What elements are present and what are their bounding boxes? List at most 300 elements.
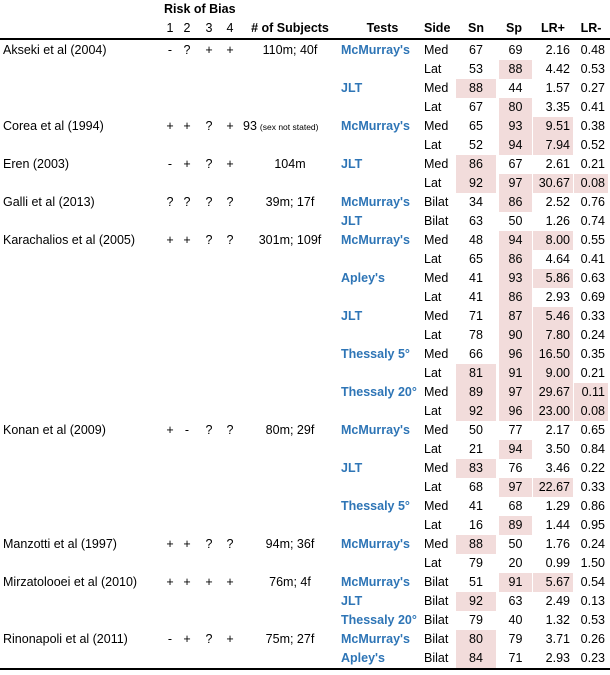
bias-4-cell: [222, 478, 238, 497]
sp-cell: 90: [499, 326, 532, 345]
subjects-cell: 104m: [274, 157, 306, 171]
side-header: Side: [424, 21, 451, 35]
study-cell: Akseki et al (2004): [3, 43, 107, 57]
bias-2-cell: +: [183, 157, 191, 171]
sp-cell: 40: [508, 613, 523, 627]
subjects-cell: [240, 269, 340, 288]
sn-cell: 34: [469, 195, 483, 209]
bias-2-cell: [179, 136, 195, 155]
subjects-cell: [240, 288, 340, 307]
sn-cell: 79: [469, 613, 483, 627]
bias-2-cell: [179, 497, 195, 516]
study-cell: Rinonapoli et al (2011): [3, 632, 128, 646]
bias-2-cell: [179, 250, 195, 269]
sn-cell: 48: [469, 233, 483, 247]
bias-1-cell: [162, 307, 178, 326]
test-cell: Thessaly 5°: [341, 347, 410, 361]
bias-4-cell: [222, 383, 238, 402]
sn-cell: 81: [456, 364, 496, 383]
lrm-cell: 0.74: [580, 214, 605, 228]
side-cell: Med: [424, 537, 449, 551]
sn-cell: 92: [456, 174, 496, 193]
sn-cell: 41: [469, 271, 483, 285]
test-cell: [341, 554, 419, 573]
lrm-cell: 0.24: [580, 537, 605, 551]
sn-cell: 21: [469, 442, 483, 456]
bias-4-cell: [222, 554, 238, 573]
sn-cell: 65: [469, 252, 483, 266]
subjects-cell: [240, 440, 340, 459]
sn-cell: 51: [469, 575, 483, 589]
study-cell: [3, 212, 161, 231]
bias-3-cell: [201, 383, 217, 402]
study-cell: Manzotti et al (1997): [3, 537, 117, 551]
bias-1-cell: [162, 440, 178, 459]
sn-cell: 88: [456, 79, 496, 98]
sp-cell: 94: [499, 440, 532, 459]
bias-4-cell: [222, 269, 238, 288]
bias-1-cell: [162, 79, 178, 98]
test-cell: [341, 60, 419, 79]
bias-3-cell: [201, 60, 217, 79]
bias-4-cell: +: [226, 43, 234, 57]
lrp-cell: 9.51: [533, 117, 573, 136]
subjects-cell: [240, 402, 340, 421]
bias-1-cell: [162, 136, 178, 155]
test-cell: [341, 288, 419, 307]
sp-cell: 67: [508, 157, 523, 171]
sp-cell: 20: [508, 556, 523, 570]
sn-cell: 67: [469, 100, 483, 114]
subjects-note: (sex not stated): [259, 122, 319, 132]
lrm-cell: 0.52: [580, 138, 605, 152]
bias-2-cell: [179, 364, 195, 383]
bias-3-cell: ?: [205, 119, 213, 133]
lrm-cell: 0.08: [574, 402, 608, 421]
side-cell: Med: [424, 347, 449, 361]
bias-3-cell: ?: [205, 537, 213, 551]
lrm-cell: 0.24: [580, 328, 605, 342]
lrp-cell: 5.67: [533, 573, 573, 592]
bias-4-cell: ?: [226, 233, 234, 247]
side-cell: Med: [424, 499, 449, 513]
test-cell: [341, 326, 419, 345]
lrp-cell: 0.99: [545, 556, 570, 570]
lrp-cell: 3.71: [545, 632, 570, 646]
bias-2-cell: +: [183, 632, 191, 646]
lrp-cell: 2.16: [545, 43, 570, 57]
bias-1-cell: [162, 383, 178, 402]
study-cell: Karachalios et al (2005): [3, 233, 136, 247]
subjects-cell: [240, 383, 340, 402]
test-cell: Apley's: [341, 651, 385, 665]
subjects-cell: [240, 307, 340, 326]
side-cell: Med: [424, 81, 449, 95]
study-cell: [3, 592, 161, 611]
lrp-cell: 7.94: [533, 136, 573, 155]
test-cell: [341, 250, 419, 269]
lrm-cell: 0.38: [580, 119, 605, 133]
bias-1-cell: +: [166, 233, 174, 247]
bias-1-cell: ?: [166, 195, 174, 209]
tests-header: Tests: [366, 21, 399, 35]
lrm-cell: 0.35: [580, 347, 605, 361]
bias-4-cell: [222, 497, 238, 516]
lrm-cell: 0.65: [580, 423, 605, 437]
bias-2-cell: +: [183, 233, 191, 247]
sp-cell: 97: [499, 478, 532, 497]
sp-cell: 69: [508, 43, 523, 57]
lrp-cell: 22.67: [533, 478, 573, 497]
sp-cell: 97: [499, 174, 532, 193]
side-cell: Lat: [424, 176, 442, 190]
side-cell: Lat: [424, 62, 442, 76]
bias-1-cell: [162, 250, 178, 269]
subjects-cell: [240, 364, 340, 383]
bias-2-cell: [179, 174, 195, 193]
bias-4-cell: [222, 364, 238, 383]
study-cell: [3, 516, 161, 535]
bias-4-cell: [222, 440, 238, 459]
subjects-cell: 75m; 27f: [265, 632, 315, 646]
bias-1-cell: [162, 98, 178, 117]
bias-4-cell: ?: [226, 195, 234, 209]
lrp-cell: 4.42: [545, 62, 570, 76]
sn-header: Sn: [468, 21, 484, 35]
sp-cell: 91: [499, 364, 532, 383]
bias-1-cell: [162, 497, 178, 516]
sn-cell: 79: [469, 556, 483, 570]
study-cell: [3, 364, 161, 383]
sn-cell: 66: [469, 347, 483, 361]
bias-4-cell: [222, 250, 238, 269]
test-cell: McMurray's: [341, 233, 410, 247]
lrp-cell: 5.46: [533, 307, 573, 326]
subjects-cell: [240, 98, 340, 117]
bias-3-cell: [201, 402, 217, 421]
sn-cell: 89: [456, 383, 496, 402]
lr-minus-header: LR-: [580, 21, 602, 35]
subjects-cell: [240, 136, 340, 155]
lrp-cell: 2.52: [545, 195, 570, 209]
sp-cell: 68: [508, 499, 523, 513]
subjects-cell: 80m; 29f: [265, 423, 315, 437]
bias-3-cell: [201, 649, 217, 668]
bias-3-cell: [201, 212, 217, 231]
bias-4-cell: [222, 345, 238, 364]
test-cell: [341, 478, 419, 497]
test-cell: McMurray's: [341, 575, 410, 589]
bias-3-cell: ?: [205, 195, 213, 209]
bias-4-cell: [222, 136, 238, 155]
bias-3-cell: ?: [205, 157, 213, 171]
side-cell: Med: [424, 43, 449, 57]
sn-cell: 71: [469, 309, 483, 323]
bias-4-cell: [222, 288, 238, 307]
study-cell: Corea et al (1994): [3, 119, 104, 133]
subjects-cell: [240, 611, 340, 630]
bias-1-cell: -: [167, 632, 173, 646]
sp-cell: 94: [499, 136, 532, 155]
sp-cell: 50: [508, 214, 523, 228]
test-cell: JLT: [341, 461, 363, 475]
bias-4-cell: [222, 60, 238, 79]
lrm-cell: 0.41: [580, 100, 605, 114]
lrm-cell: 0.11: [574, 383, 608, 402]
test-cell: [341, 174, 419, 193]
side-cell: Bilat: [424, 195, 449, 209]
lrm-cell: 0.33: [580, 480, 605, 494]
side-cell: Med: [424, 385, 449, 399]
bias-4-cell: [222, 516, 238, 535]
bias-1-cell: [162, 554, 178, 573]
side-cell: Bilat: [424, 613, 449, 627]
bias-3-cell: +: [205, 575, 213, 589]
bias-3-cell: [201, 611, 217, 630]
side-cell: Lat: [424, 138, 442, 152]
sp-cell: 94: [499, 231, 532, 250]
bias-2-cell: [179, 554, 195, 573]
sn-cell: 68: [469, 480, 483, 494]
side-cell: Lat: [424, 442, 442, 456]
sn-cell: 88: [456, 535, 496, 554]
side-cell: Lat: [424, 328, 442, 342]
lrm-cell: 0.26: [580, 632, 605, 646]
bias-4-cell: [222, 611, 238, 630]
bias-1-cell: [162, 364, 178, 383]
side-cell: Med: [424, 119, 449, 133]
subjects-cell: [240, 497, 340, 516]
test-cell: [341, 364, 419, 383]
subjects-cell: [240, 592, 340, 611]
lrp-cell: 3.35: [545, 100, 570, 114]
subjects-cell: [240, 459, 340, 478]
lrp-cell: 1.44: [545, 518, 570, 532]
study-cell: [3, 307, 161, 326]
lrp-cell: 29.67: [533, 383, 573, 402]
bias-4-cell: +: [226, 157, 234, 171]
sp-cell: 88: [499, 60, 532, 79]
bias-col-3-header: 3: [205, 21, 213, 35]
lrm-cell: 1.50: [580, 556, 605, 570]
study-cell: [3, 459, 161, 478]
lrp-cell: 1.32: [545, 613, 570, 627]
bias-3-cell: ?: [205, 233, 213, 247]
bias-3-cell: [201, 174, 217, 193]
bias-2-cell: [179, 592, 195, 611]
bias-2-cell: [179, 288, 195, 307]
study-cell: Konan et al (2009): [3, 423, 106, 437]
subjects-cell: [240, 212, 340, 231]
bias-4-cell: [222, 402, 238, 421]
sn-cell: 67: [469, 43, 483, 57]
lrp-cell: 1.57: [545, 81, 570, 95]
sp-header: Sp: [506, 21, 522, 35]
header-rule: [0, 38, 610, 40]
sp-cell: 86: [499, 250, 532, 269]
study-cell: [3, 402, 161, 421]
lrp-cell: 5.86: [533, 269, 573, 288]
study-cell: [3, 60, 161, 79]
sp-cell: 80: [499, 98, 532, 117]
subjects-cell: [240, 174, 340, 193]
bias-1-cell: +: [166, 575, 174, 589]
bias-4-cell: [222, 174, 238, 193]
bias-3-cell: ?: [205, 632, 213, 646]
lrp-cell: 2.49: [545, 594, 570, 608]
bias-1-cell: [162, 288, 178, 307]
lrm-cell: 0.69: [580, 290, 605, 304]
bias-3-cell: [201, 345, 217, 364]
study-cell: [3, 98, 161, 117]
study-cell: Eren (2003): [3, 157, 70, 171]
bias-4-cell: +: [226, 119, 234, 133]
bias-2-cell: [179, 459, 195, 478]
study-cell: [3, 554, 161, 573]
bias-4-cell: +: [226, 632, 234, 646]
bias-3-cell: [201, 440, 217, 459]
test-cell: [341, 136, 419, 155]
sp-cell: 86: [499, 288, 532, 307]
subjects-count: 93: [243, 119, 257, 133]
side-cell: Lat: [424, 518, 442, 532]
lrm-cell: 0.33: [580, 309, 605, 323]
lrp-cell: 16.50: [533, 345, 573, 364]
side-cell: Lat: [424, 480, 442, 494]
test-cell: [341, 516, 419, 535]
risk-of-bias-header: Risk of Bias: [164, 2, 236, 16]
test-cell: [341, 402, 419, 421]
subjects-cell: [240, 79, 340, 98]
sp-cell: 44: [508, 81, 523, 95]
sp-cell: 89: [499, 516, 532, 535]
bias-1-cell: +: [166, 537, 174, 551]
subjects-cell: [240, 345, 340, 364]
study-cell: [3, 269, 161, 288]
subjects-cell: 39m; 17f: [265, 195, 315, 209]
sp-cell: 76: [508, 461, 523, 475]
lrm-cell: 0.08: [574, 174, 608, 193]
lrp-cell: 3.50: [545, 442, 570, 456]
bias-4-cell: ?: [226, 537, 234, 551]
bias-2-cell: [179, 649, 195, 668]
sp-cell: 93: [499, 117, 532, 136]
lrp-cell: 2.61: [545, 157, 570, 171]
bias-2-cell: [179, 98, 195, 117]
bias-1-cell: [162, 459, 178, 478]
study-cell: [3, 497, 161, 516]
sn-cell: 84: [456, 649, 496, 668]
lrp-cell: 2.93: [545, 290, 570, 304]
side-cell: Bilat: [424, 632, 449, 646]
study-cell: [3, 649, 161, 668]
test-cell: Thessaly 20°: [341, 613, 417, 627]
study-cell: [3, 250, 161, 269]
lrm-cell: 0.27: [580, 81, 605, 95]
subjects-cell: [240, 478, 340, 497]
sn-cell: 63: [469, 214, 483, 228]
side-cell: Med: [424, 461, 449, 475]
test-cell: JLT: [341, 309, 363, 323]
side-cell: Lat: [424, 556, 442, 570]
bias-2-cell: [179, 516, 195, 535]
sn-cell: 78: [469, 328, 483, 342]
lrp-cell: 8.00: [533, 231, 573, 250]
study-cell: Galli et al (2013): [3, 195, 95, 209]
lrp-cell: 1.29: [545, 499, 570, 513]
sn-cell: 80: [456, 630, 496, 649]
study-cell: [3, 440, 161, 459]
study-cell: [3, 345, 161, 364]
bias-1-cell: [162, 269, 178, 288]
bias-1-cell: -: [167, 157, 173, 171]
bias-3-cell: [201, 554, 217, 573]
bias-4-cell: [222, 307, 238, 326]
sp-cell: 50: [508, 537, 523, 551]
bottom-rule: [0, 668, 610, 670]
test-cell: McMurray's: [341, 119, 410, 133]
sn-cell: 41: [469, 290, 483, 304]
sn-cell: 53: [469, 62, 483, 76]
bias-4-cell: [222, 592, 238, 611]
bias-2-cell: [179, 478, 195, 497]
bias-3-cell: [201, 364, 217, 383]
bias-1-cell: [162, 345, 178, 364]
study-cell: [3, 326, 161, 345]
lrm-cell: 0.41: [580, 252, 605, 266]
bias-4-cell: +: [226, 575, 234, 589]
bias-3-cell: [201, 459, 217, 478]
bias-3-cell: [201, 307, 217, 326]
subjects-cell: 94m; 36f: [265, 537, 315, 551]
side-cell: Bilat: [424, 594, 449, 608]
study-cell: [3, 288, 161, 307]
lrm-cell: 0.53: [580, 62, 605, 76]
lrm-cell: 0.48: [580, 43, 605, 57]
bias-4-cell: ?: [226, 423, 234, 437]
subjects-cell: [240, 649, 340, 668]
subjects-cell: [240, 326, 340, 345]
bias-4-cell: [222, 459, 238, 478]
test-cell: JLT: [341, 214, 363, 228]
bias-3-cell: [201, 478, 217, 497]
sn-cell: 92: [456, 592, 496, 611]
study-cell: [3, 383, 161, 402]
bias-2-cell: ?: [183, 195, 191, 209]
subjects-cell: 110m; 40f: [262, 43, 318, 57]
bias-1-cell: -: [167, 43, 173, 57]
bias-3-cell: [201, 269, 217, 288]
bias-2-cell: [179, 212, 195, 231]
bias-4-cell: [222, 326, 238, 345]
bias-1-cell: [162, 174, 178, 193]
lrm-cell: 0.53: [580, 613, 605, 627]
sp-cell: 96: [499, 402, 532, 421]
sp-cell: 77: [508, 423, 523, 437]
bias-1-cell: [162, 516, 178, 535]
lrm-cell: 0.63: [580, 271, 605, 285]
test-cell: McMurray's: [341, 537, 410, 551]
bias-3-cell: +: [205, 43, 213, 57]
side-cell: Lat: [424, 100, 442, 114]
bias-4-cell: [222, 212, 238, 231]
side-cell: Bilat: [424, 651, 449, 665]
bias-3-cell: [201, 250, 217, 269]
lrm-cell: 0.21: [580, 157, 605, 171]
lrp-cell: 2.93: [545, 651, 570, 665]
bias-3-cell: [201, 79, 217, 98]
sn-cell: 86: [456, 155, 496, 174]
